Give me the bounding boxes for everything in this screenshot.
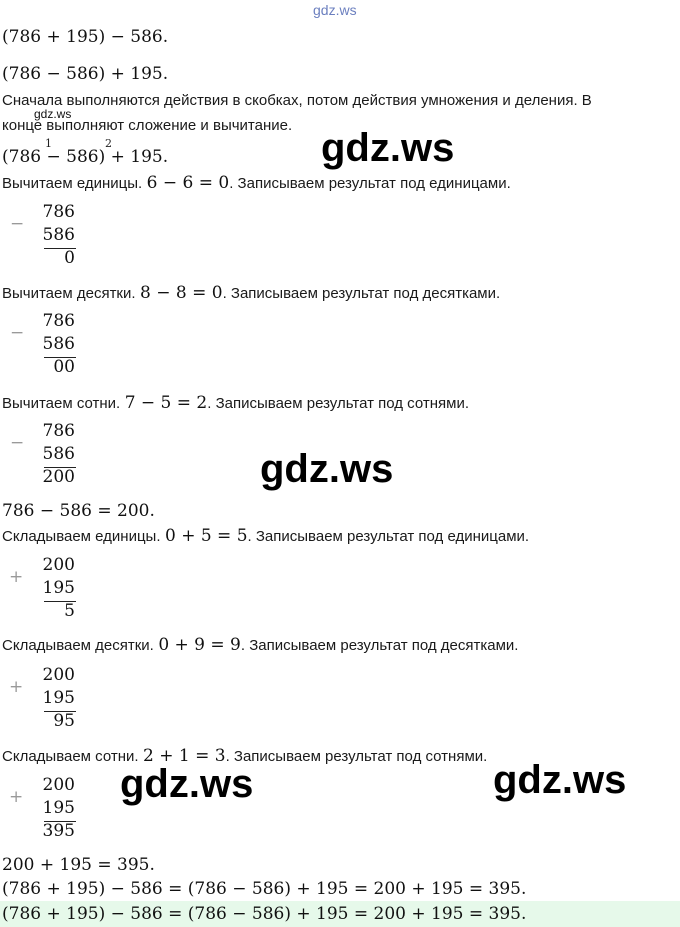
- step-equation: 7 − 5 = 2: [124, 393, 208, 413]
- step-equation: 0 + 9 = 9: [158, 635, 241, 655]
- step-caption: [2, 173, 511, 193]
- step-caption: [2, 393, 469, 413]
- column-top-number: 200: [42, 665, 75, 685]
- watermark-top: gdz.ws: [313, 2, 357, 18]
- watermark-small: gdz.ws: [34, 107, 72, 121]
- conclusion-line: (786 + 195) − 586 = (786 − 586) + 195 = 200 + 195 = 395.: [2, 879, 527, 899]
- column-result: 5: [64, 601, 75, 621]
- order-mark: 1: [45, 137, 52, 150]
- step-text: Складываем сотни.: [2, 748, 139, 765]
- column-top-number: 786: [42, 421, 75, 441]
- column-result: 95: [53, 711, 75, 731]
- rule-text: Сначала выполняются действия в скобках, потом действия умножения и деления. В: [2, 92, 592, 109]
- step-text-tail: . Записываем результат под сотнями.: [207, 395, 469, 412]
- watermark-large: gdz.ws: [493, 758, 627, 802]
- column-result: 395: [42, 821, 75, 841]
- column-top-number: 200: [42, 775, 75, 795]
- step-text-tail: . Записываем результат под десятками.: [240, 637, 519, 654]
- order-expression: (786 − 586) + 195.: [2, 147, 169, 167]
- column-top-number: 786: [42, 311, 75, 331]
- column-second-number: 195: [42, 798, 75, 818]
- minus-sign: −: [10, 214, 25, 234]
- plus-sign: +: [9, 567, 24, 587]
- column-top-number: 200: [42, 555, 75, 575]
- column-top-number: 786: [42, 202, 75, 222]
- plus-sign: +: [9, 677, 24, 697]
- step-caption: [2, 283, 500, 303]
- plus-sign: +: [9, 787, 24, 807]
- column-second-number: 586: [42, 444, 75, 464]
- step-text-tail: . Записываем результат под единицами.: [247, 528, 530, 545]
- intro-expression: (786 + 195) − 586.: [2, 27, 169, 47]
- step-text: Вычитаем единицы.: [2, 175, 143, 192]
- watermark-large: gdz.ws: [321, 126, 455, 170]
- column-result: 200: [42, 467, 75, 487]
- intro-expression: (786 − 586) + 195.: [2, 64, 169, 84]
- order-mark: 2: [105, 137, 112, 150]
- minus-sign: −: [10, 433, 25, 453]
- column-result: 0: [64, 248, 75, 268]
- step-text: Складываем десятки.: [2, 637, 154, 654]
- step-caption: [2, 746, 487, 766]
- rule-text: конце выполняют сложение и вычитание.: [2, 117, 293, 134]
- step-equation: 0 + 5 = 5: [164, 526, 248, 546]
- step-text: Складываем единицы.: [2, 528, 161, 545]
- step-text-tail: . Записываем результат под единицами.: [229, 175, 511, 192]
- step-caption: [2, 526, 529, 546]
- step-text-tail: . Записываем результат под сотнями.: [225, 748, 488, 765]
- step-text-tail: . Записываем результат под десятками.: [222, 285, 501, 302]
- column-second-number: 586: [42, 225, 75, 245]
- subtraction-summary: 786 − 586 = 200.: [2, 501, 155, 521]
- step-text: Вычитаем сотни.: [2, 395, 121, 412]
- step-caption: [2, 635, 518, 655]
- column-second-number: 195: [42, 578, 75, 598]
- watermark-large: gdz.ws: [120, 762, 254, 806]
- watermark-large: gdz.ws: [260, 447, 394, 491]
- step-text: Вычитаем десятки.: [2, 285, 136, 302]
- step-equation: 6 − 6 = 0: [146, 173, 230, 193]
- step-equation: 2 + 1 = 3: [143, 746, 226, 766]
- column-second-number: 195: [42, 688, 75, 708]
- column-second-number: 586: [42, 334, 75, 354]
- answer-line: (786 + 195) − 586 = (786 − 586) + 195 = 200 + 195 = 395.: [2, 904, 527, 924]
- minus-sign: −: [10, 323, 25, 343]
- addition-summary: 200 + 195 = 395.: [2, 855, 155, 875]
- column-result: 00: [53, 357, 75, 377]
- step-equation: 8 − 8 = 0: [140, 283, 223, 303]
